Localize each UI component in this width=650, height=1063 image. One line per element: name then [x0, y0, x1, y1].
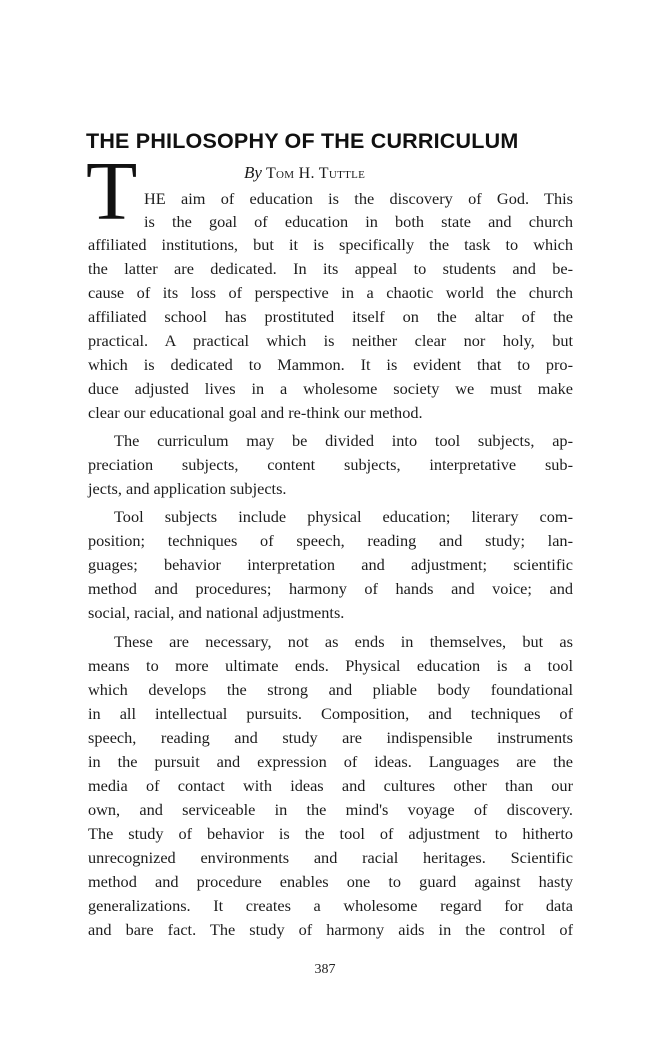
text-line: is the goal of education in both state and church	[144, 212, 573, 231]
text-line: HE aim of education is the discovery of God. This	[144, 189, 573, 208]
text-line: speech, reading and study are indispensible instruments	[88, 728, 573, 747]
text-line: cause of its loss of perspective in a chaotic world the church	[88, 283, 573, 302]
text-line: practical. A practical which is neither clear nor holy, but	[88, 331, 573, 350]
text-line: generalizations. It creates a wholesome regard for data	[88, 896, 573, 915]
text-line: the latter are dedicated. In its appeal to students and be-	[88, 259, 573, 278]
text-line: in all intellectual pursuits. Composition, and techniques of	[88, 704, 573, 723]
drop-cap: T	[86, 145, 138, 238]
text-line: These are necessary, not as ends in themselves, but as	[114, 632, 573, 651]
text-line: means to more ultimate ends. Physical education is a tool	[88, 656, 573, 675]
text-line: clear our educational goal and re-think our method.	[88, 403, 423, 422]
text-line: in the pursuit and expression of ideas. Languages are the	[88, 752, 573, 771]
text-line: The curriculum may be divided into tool subjects, ap-	[114, 431, 573, 450]
text-line: unrecognized environments and racial heritages. Scientific	[88, 848, 573, 867]
text-line: media of contact with ideas and cultures other than our	[88, 776, 573, 795]
byline-prefix: By	[244, 163, 262, 182]
text-line: affiliated institutions, but it is specifically the task to which	[88, 235, 573, 254]
text-line: position; techniques of speech, reading and study; lan-	[88, 531, 573, 550]
text-line: duce adjusted lives in a wholesome society we must make	[88, 379, 573, 398]
text-line: own, and serviceable in the mind's voyage of discovery.	[88, 800, 573, 819]
byline	[244, 163, 365, 183]
text-line: affiliated school has prostituted itself on the altar of the	[88, 307, 573, 326]
text-line: and bare fact. The study of harmony aids in the control of	[88, 920, 573, 939]
text-line: method and procedure enables one to guard against hasty	[88, 872, 573, 891]
text-line: method and procedures; harmony of hands and voice; and	[88, 579, 573, 598]
text-line: The study of behavior is the tool of adjustment to hitherto	[88, 824, 573, 843]
text-line: guages; behavior interpretation and adjustment; scientific	[88, 555, 573, 574]
page-number: 387	[314, 962, 336, 977]
article-title: THE PHILOSOPHY OF THE CURRICULUM	[86, 129, 519, 153]
text-line: preciation subjects, content subjects, interpretative sub-	[88, 455, 573, 474]
text-line: which develops the strong and pliable body foundational	[88, 680, 573, 699]
text-line: jects, and application subjects.	[88, 479, 287, 498]
text-line: Tool subjects include physical education; literary com-	[114, 507, 573, 526]
author-name: Tom H. Tuttle	[265, 165, 366, 182]
text-line: which is dedicated to Mammon. It is evident that to pro-	[88, 355, 573, 374]
text-line: social, racial, and national adjustments.	[88, 603, 345, 622]
